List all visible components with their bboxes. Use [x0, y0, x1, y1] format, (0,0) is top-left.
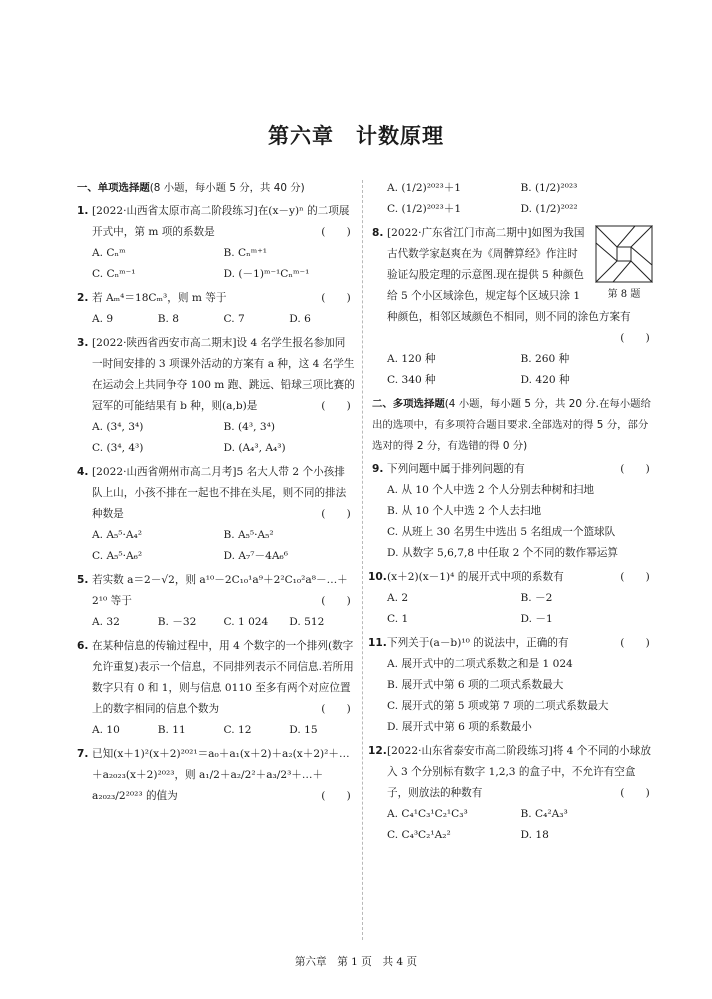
option-d: D. 512 [289, 616, 325, 628]
option-c: C. 7 [223, 313, 245, 325]
question-text: [2022·山西省朔州市高二月考]5 名大人带 2 个小孩排队上山，小孩不排在一起也不排在头尾，则不同的排法种数是 [92, 466, 347, 520]
option-c: C. C₄³C₂¹A₂² [387, 829, 451, 841]
question-text: 若实数 a＝2－√2，则 a¹⁰－2C₁₀¹a⁹＋2²C₁₀²a⁸－…＋2¹⁰ 等于 [92, 574, 348, 607]
option-c: C. Cₙᵐ⁻¹ [92, 268, 136, 280]
answer-paren: ( ) [620, 787, 650, 799]
answer-paren: ( ) [620, 332, 650, 344]
column-divider [362, 180, 363, 940]
option-b: B. 从 10 个人中选 2 个人去扫地 [387, 505, 542, 517]
answer-paren: ( ) [321, 400, 351, 412]
question-text: 已知(x＋1)²(x＋2)²⁰²¹＝a₀＋a₁(x＋2)＋a₂(x＋2)²＋…＋a₂₀₂₃(x＋2)²⁰²³，则 a₁/2＋a₂/2²＋a₃/2³＋…＋a₂₀₂₃/2²⁰²³ 的值为 [92, 748, 350, 802]
option-b: B. 260 种 [520, 353, 570, 365]
option-a: A. (1/2)²⁰²³＋1 [387, 182, 462, 194]
page-title: 第六章 计数原理 [268, 124, 444, 148]
option-c: C. 展开式的第 5 项或第 7 项的二项式系数最大 [387, 700, 609, 712]
option-b: B. (4³, 3⁴) [223, 421, 275, 433]
question-text: 下列关于(a－b)¹⁰ 的说法中，正确的有 [387, 637, 569, 649]
question-number: 12. [368, 745, 387, 757]
question-number: 11. [368, 637, 387, 649]
right-column [368, 178, 654, 849]
question-text: (x＋2)(x－1)⁴ 的展开式中项的系数有 [387, 571, 564, 583]
option-d: D. 6 [289, 313, 311, 325]
option-d: D. －1 [520, 613, 553, 625]
answer-paren: ( ) [620, 571, 650, 583]
option-b: B. Cₙᵐ⁺¹ [223, 247, 268, 259]
option-c: C. 12 [223, 724, 252, 736]
question-text: 在某种信息的传输过程中，用 4 个数字的一个排列(数字允许重复)表示一个信息，不同排列表示不同信息.若所用数字只有 0 和 1，则与信息 0110 至多有两个对应位置上的数字相同的信息个数为 [92, 640, 354, 715]
option-c: C. 1 [387, 613, 409, 625]
section-2-label: 二、多项选择题 [372, 398, 445, 410]
option-b: B. 11 [157, 724, 186, 736]
question-text: [2022·山东省泰安市高二阶段练习]将 4 个不同的小球放入 3 个分别标有数字 1,2,3 的盒子中，不允许有空盒子，则放法的种数有 [387, 745, 651, 799]
option-d: D. (－1)ᵐ⁻¹Cₙᵐ⁻¹ [223, 268, 310, 280]
option-a: A. C₄¹C₃¹C₂¹C₃³ [387, 808, 468, 820]
option-b: B. －2 [520, 592, 553, 604]
option-a: A. 从 10 个人中选 2 个人分别去种树和扫地 [387, 484, 594, 496]
option-c: C. 1 024 [223, 616, 269, 628]
question-text: 若 Aₘ⁴＝18Cₘ³，则 m 等于 [92, 292, 227, 304]
question-number: 8. [372, 227, 384, 239]
question-number: 9. [372, 463, 384, 475]
section-1-note: (8 小题，每小题 5 分，共 40 分) [149, 182, 305, 194]
question-number: 10. [368, 571, 387, 583]
question-2 [77, 288, 355, 330]
option-b: B. －32 [157, 616, 197, 628]
pythagorean-diagram [595, 225, 653, 283]
question-text: [2022·陕西省西安市高二期末]设 4 名学生报名参加同一时间安排的 3 项课外活动的方案有 a 种，这 4 名学生在运动会上共同争夺 100 m 跑、跳远、铅球三项比赛的冠军的可能结果有 b 种，则(a,b)是 [92, 337, 355, 412]
answer-paren: ( ) [321, 595, 351, 607]
option-b: B. (1/2)²⁰²³ [520, 182, 578, 194]
option-d: D. A₇⁷－4A₆⁶ [223, 550, 288, 562]
question-number: 7. [77, 748, 89, 760]
question-8-figure [594, 225, 654, 302]
option-a: A. 展开式中的二项式系数之和是 1 024 [387, 658, 573, 670]
option-d: D. 18 [520, 829, 549, 841]
option-d: D. 420 种 [520, 374, 570, 386]
option-b: B. C₄²A₃³ [520, 808, 568, 820]
left-column [77, 178, 355, 810]
option-a: A. 10 [92, 724, 120, 736]
question-10 [368, 567, 654, 630]
question-number: 5. [77, 574, 89, 586]
option-d: D. 15 [289, 724, 318, 736]
question-number: 2. [77, 292, 89, 304]
section-1-label: 一、单项选择题 [77, 182, 150, 194]
answer-paren: ( ) [620, 463, 650, 475]
page-footer: 第六章 第 1 页 共 4 页 [294, 956, 418, 968]
question-number: 4. [77, 466, 89, 478]
answer-paren: ( ) [321, 703, 351, 715]
answer-paren: ( ) [321, 790, 351, 802]
option-d: D. (1/2)²⁰²² [520, 203, 578, 215]
option-a: A. A₅⁵·A₄² [92, 529, 143, 541]
option-c: C. (1/2)²⁰²³＋1 [387, 203, 462, 215]
answer-paren: ( ) [620, 637, 650, 649]
section-2-heading [372, 394, 654, 457]
question-text: 下列问题中属于排列问题的有 [387, 463, 525, 475]
question-12 [368, 741, 654, 846]
option-a: A. 2 [387, 592, 409, 604]
option-b: B. 展开式中第 6 项的二项式系数最大 [387, 679, 564, 691]
option-c: C. 从班上 30 名男生中选出 5 名组成一个篮球队 [387, 526, 616, 538]
section-1-heading [77, 178, 355, 199]
option-a: A. 9 [92, 313, 114, 325]
question-11 [368, 633, 654, 738]
question-6 [77, 636, 355, 741]
question-7 [77, 744, 355, 807]
option-b: B. 8 [157, 313, 180, 325]
question-7-options [372, 178, 654, 220]
question-8 [372, 223, 654, 391]
option-a: A. Cₙᵐ [92, 247, 126, 259]
answer-paren: ( ) [321, 292, 351, 304]
option-c: C. 340 种 [387, 374, 436, 386]
question-1 [77, 201, 355, 285]
question-text: [2022·山西省太原市高二阶段练习]在(x－y)ⁿ 的二项展开式中，第 m 项的系数是 [92, 205, 350, 238]
question-text: [2022·广东省江门市高二期中]如图为我国古代数学家赵爽在为《周髀算经》作注时验证勾股定理的示意图.现在提供 5 种颜色给 5 个小区域涂色，规定每个区域只涂 1 种颜色，相邻区域颜色不相同，则不同的涂色方案有 [387, 227, 631, 323]
option-d: D. 从数字 5,6,7,8 中任取 2 个不同的数作幂运算 [387, 547, 619, 559]
option-b: B. A₅⁵·A₅² [223, 529, 274, 541]
option-a: A. 120 种 [387, 353, 436, 365]
question-number: 3. [77, 337, 89, 349]
question-4 [77, 462, 355, 567]
question-9 [372, 459, 654, 564]
question-number: 6. [77, 640, 89, 652]
option-c: C. A₅⁵·A₆² [92, 550, 143, 562]
figure-caption: 第 8 题 [607, 289, 641, 300]
option-a: A. (3⁴, 3⁴) [92, 421, 144, 433]
question-number: 1. [77, 205, 89, 217]
option-d: D. (A₄³, A₄³) [223, 442, 286, 454]
option-a: A. 32 [92, 616, 120, 628]
section-2-note: (4 小题，每小题 5 分，共 20 分.在每小题给出的选项中，有多项符合题目要求.全部选对的得 5 分，部分选对的得 2 分，有选错的得 0 分) [372, 398, 651, 452]
answer-paren: ( ) [321, 508, 351, 520]
question-3 [77, 333, 355, 459]
option-d: D. 展开式中第 6 项的系数最小 [387, 721, 532, 733]
answer-paren: ( ) [321, 226, 351, 238]
option-c: C. (3⁴, 4³) [92, 442, 144, 454]
question-5 [77, 570, 355, 633]
